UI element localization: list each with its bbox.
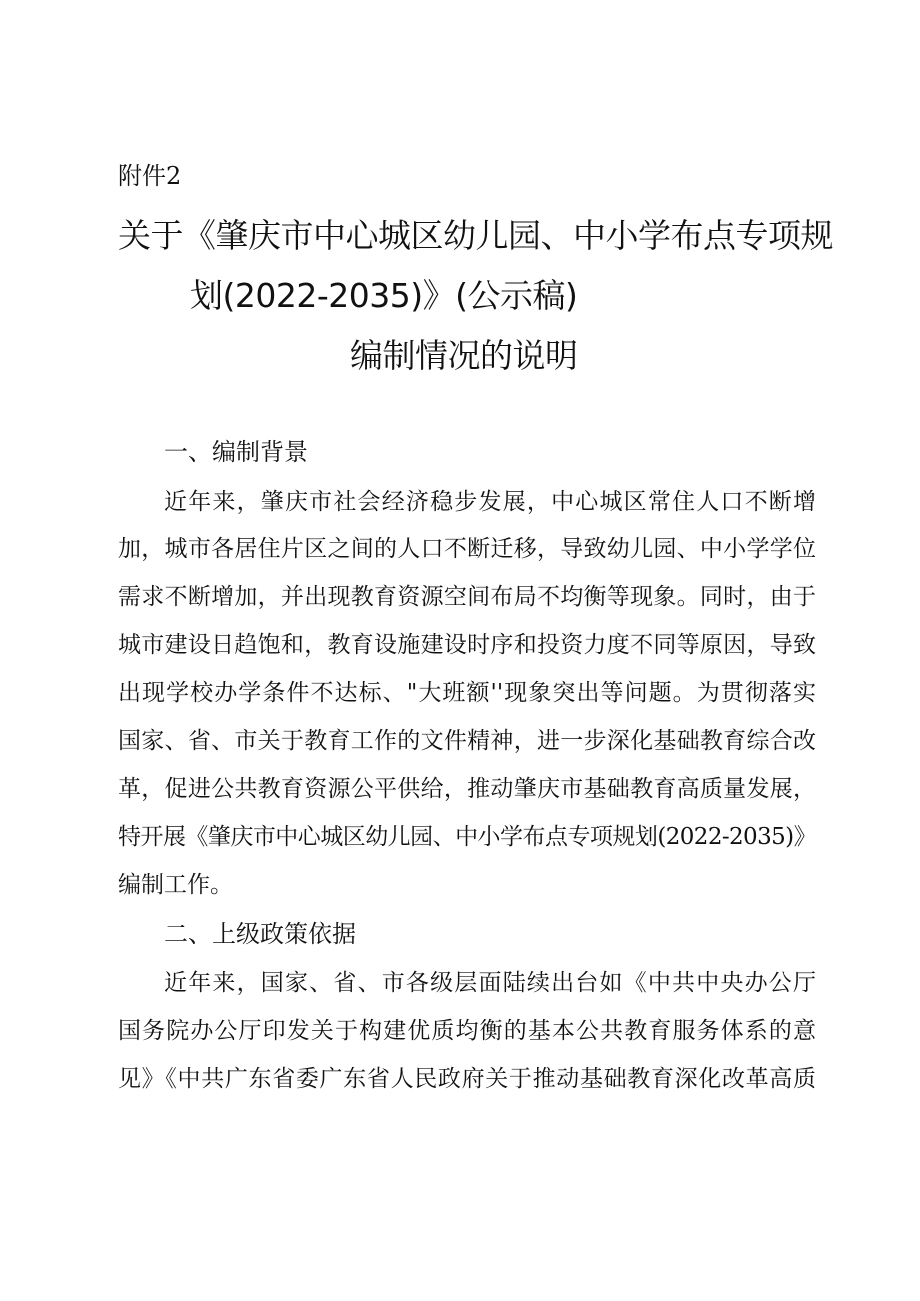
section-heading-background: 一、编制背景	[164, 438, 308, 466]
paragraph-line: 出现学校办学条件不达标、"大班额''现象突出等问题。为贯彻落实	[118, 680, 816, 706]
paragraph-line: 国家、省、市关于教育工作的文件精神，进一步深化基础教育综合改	[118, 728, 816, 754]
paragraph-line: 国务院办公厅印发关于构建优质均衡的基本公共教育服务体系的意	[118, 1018, 816, 1044]
paragraph-line: 特开展《肇庆市中心城区幼儿园、中小学布点专项规划(2022-2035)》	[118, 824, 816, 850]
paragraph-line: 编制工作。	[118, 872, 233, 898]
document-title-line-3: 编制情况的说明	[350, 336, 578, 375]
paragraph-line: 近年来，国家、省、市各级层面陆续出台如《中共中央办公厅	[164, 970, 816, 996]
attachment-label: 附件2	[118, 162, 182, 190]
paragraph-line: 加，城市各居住片区之间的人口不断迁移，导致幼儿园、中小学学位	[118, 536, 816, 562]
paragraph-line: 见》《中共广东省委广东省人民政府关于推动基础教育深化改革高质	[118, 1066, 816, 1092]
section-heading-policy-basis: 二、上级政策依据	[164, 920, 356, 948]
document-title-line-2: 划(2022-2035)》(公示稿)	[190, 276, 578, 315]
paragraph-line: 革，促进公共教育资源公平供给，推动肇庆市基础教育高质量发展，	[118, 776, 816, 802]
paragraph-line: 近年来，肇庆市社会经济稳步发展，中心城区常住人口不断增	[164, 489, 816, 515]
document-title-line-1: 关于《肇庆市中心城区幼儿园、中小学布点专项规	[118, 216, 833, 255]
paragraph-line: 需求不断增加，并出现教育资源空间布局不均衡等现象。同时，由于	[118, 584, 816, 610]
paragraph-line: 城市建设日趋饱和，教育设施建设时序和投资力度不同等原因，导致	[118, 632, 816, 658]
